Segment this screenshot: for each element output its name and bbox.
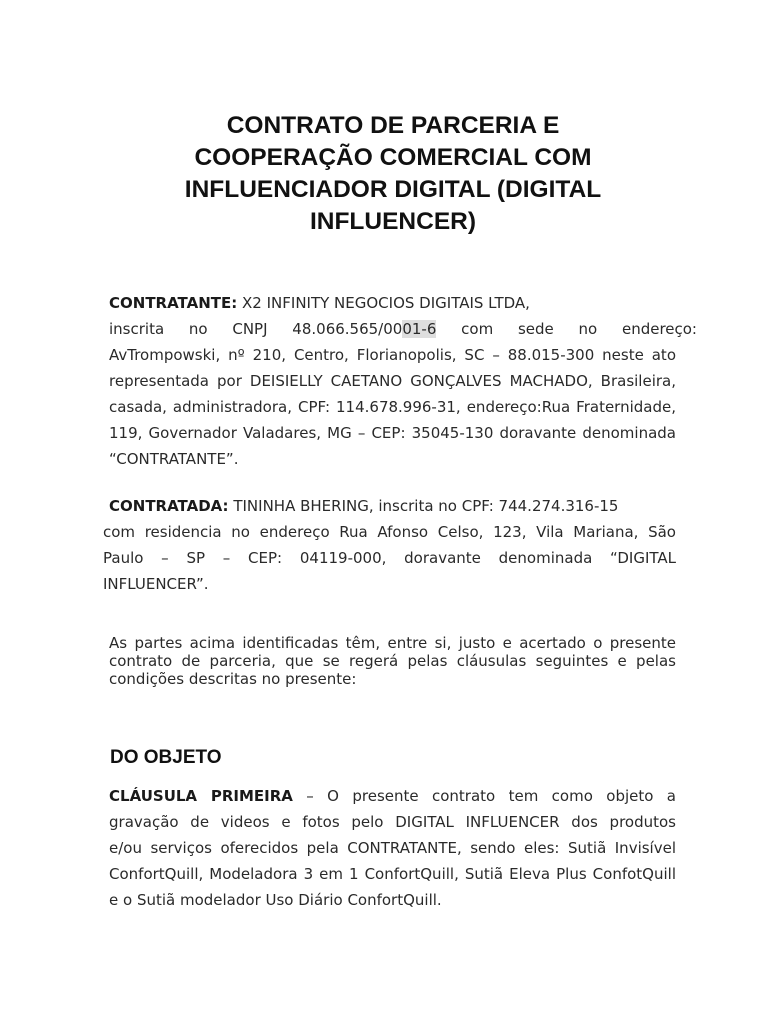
partes-paragraph	[109, 634, 676, 688]
text-line: ConfortQuill, Modeladora 3 em 1 ConfortQuill, Sutiã Eleva Plus ConfotQuill	[109, 865, 676, 883]
text-line: representada por DEISIELLY CAETANO GONÇALVES MACHADO, Brasileira,	[109, 372, 676, 390]
contratante-paragraph	[109, 290, 697, 472]
text-line: gravação de videos e fotos pelo DIGITAL INFLUENCER dos produtos	[109, 813, 676, 831]
title-line: COOPERAÇÃO COMERCIAL COM	[194, 144, 592, 171]
highlighted-text: 01-6	[402, 320, 437, 338]
text-fragment: inscrita no CNPJ 48.066.565/00	[109, 320, 403, 338]
text-fragment: – O presente contrato tem como objeto a	[292, 787, 676, 805]
text-line: condições descritas no presente:	[109, 670, 357, 688]
text-line: 119, Governador Valadares, MG – CEP: 35045-130 doravante denominada	[109, 424, 676, 442]
text-line: X2 INFINITY NEGOCIOS DIGITAIS LTDA,	[242, 294, 530, 312]
contratada-paragraph	[103, 493, 676, 597]
text-line: e/ou serviços oferecidos pela CONTRATANTE, sendo eles: Sutiã Invisível	[109, 839, 676, 857]
text-line: contrato de parceria, que se regerá pelas cláusulas seguintes e pelas	[109, 652, 676, 670]
title-line: CONTRATO DE PARCERIA E	[226, 112, 560, 139]
text-line: AvTrompowski, nº 210, Centro, Florianopolis, SC – 88.015-300 neste ato	[109, 346, 676, 364]
clausula-paragraph	[109, 783, 676, 913]
text-line: As partes acima identificadas têm, entre si, justo e acertado o presente	[109, 634, 676, 652]
text-line: INFLUENCER”.	[103, 575, 209, 593]
text-fragment: com sede no endereço:	[436, 320, 697, 338]
section-heading: DO OBJETO	[110, 747, 222, 768]
text-line: Paulo – SP – CEP: 04119-000, doravante denominada “DIGITAL	[103, 549, 676, 567]
title-line: INFLUENCER)	[309, 208, 477, 235]
clausula-label: CLÁUSULA PRIMEIRA	[109, 787, 293, 805]
text-line: TININHA BHERING, inscrita no CPF: 744.274.316-15	[233, 497, 619, 515]
title-line: INFLUENCIADOR DIGITAL (DIGITAL	[184, 176, 602, 203]
contratante-label: CONTRATANTE:	[109, 294, 238, 312]
text-line: e o Sutiã modelador Uso Diário ConfortQuill.	[109, 891, 442, 909]
cnpj-line	[109, 316, 697, 342]
text-line: com residencia no endereço Rua Afonso Celso, 123, Vila Mariana, São	[103, 523, 676, 541]
text-line: casada, administradora, CPF: 114.678.996-31, endereço:Rua Fraternidade,	[109, 398, 676, 416]
document-title	[110, 110, 676, 238]
contratada-label: CONTRATADA:	[109, 497, 229, 515]
text-line: “CONTRATANTE”.	[109, 450, 239, 468]
